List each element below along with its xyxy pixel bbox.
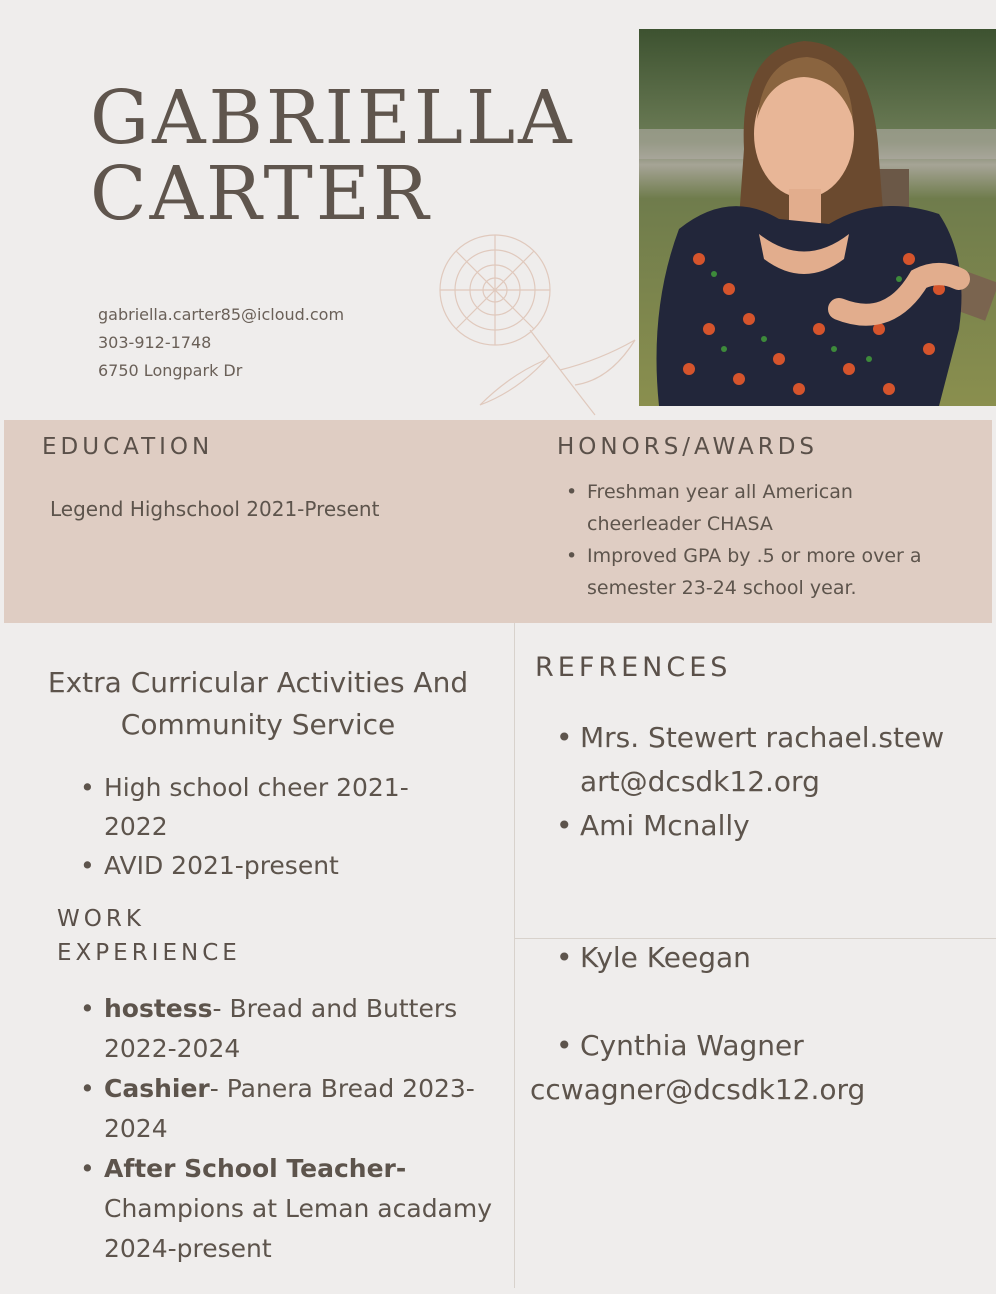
portrait-image-icon (639, 29, 996, 406)
list-item (80, 1149, 500, 1269)
list-item: • High school cheer 2021-2022 (80, 768, 440, 846)
list-item: • Ami Mcnally (556, 804, 956, 848)
reference-cynthia-email: ccwagner@dcsdk12.org (530, 1073, 866, 1106)
work-heading (57, 902, 241, 970)
list-item (80, 989, 500, 1069)
list-item: • Kyle Keegan (556, 936, 751, 980)
profile-photo (639, 29, 996, 406)
phone-text: 303-912-1748 (98, 333, 212, 352)
job-detail: Champions at Leman acadamy 2024-present (104, 1194, 493, 1263)
job-role: Cashier (104, 1074, 210, 1103)
address-text: 6750 Longpark Dr (98, 361, 243, 380)
work-heading-line2: EXPERIENCE (57, 940, 241, 966)
reference-cynthia (556, 1024, 804, 1068)
reference-kyle (556, 936, 751, 980)
job-role: After School Teacher- (104, 1154, 407, 1183)
list-item (80, 1069, 500, 1149)
first-name: GABRIELLA (90, 75, 575, 161)
education-text: Legend Highschool 2021-Present (50, 497, 380, 521)
references-list (556, 716, 956, 848)
extracurricular-heading-line2: Community Service (120, 708, 396, 741)
list-item: • Freshman year all American cheerleader CHASA (566, 476, 966, 540)
extracurricular-heading-line1: Extra Curricular Activities And (47, 666, 469, 699)
work-list (80, 989, 500, 1269)
last-name: CARTER (90, 151, 432, 237)
work-heading-line1: WORK (57, 906, 145, 932)
resume-name (90, 75, 575, 237)
extracurricular-list (80, 768, 440, 885)
honors-list (566, 476, 966, 604)
list-item: • Improved GPA by .5 or more over a semester 23-24 school year. (566, 540, 966, 604)
email-text: gabriella.carter85@icloud.com (98, 305, 345, 324)
references-heading: REFRENCES (535, 652, 732, 683)
flower-illustration-icon (410, 220, 650, 420)
honors-heading: HONORS/AWARDS (557, 434, 819, 460)
contact-info (98, 301, 344, 385)
extracurricular-heading (20, 662, 496, 746)
list-item: • Cynthia Wagner (556, 1024, 804, 1068)
column-divider (514, 623, 515, 1288)
list-item: • AVID 2021-present (80, 846, 440, 885)
job-detail: - Panera Bread 2023-2024 (104, 1074, 475, 1143)
list-item: • Mrs. Stewert rachael.stewart@dcsdk12.org (556, 716, 956, 804)
job-role: hostess (104, 994, 213, 1023)
job-detail: - Bread and Butters 2022-2024 (104, 994, 458, 1063)
education-heading: EDUCATION (42, 434, 214, 460)
